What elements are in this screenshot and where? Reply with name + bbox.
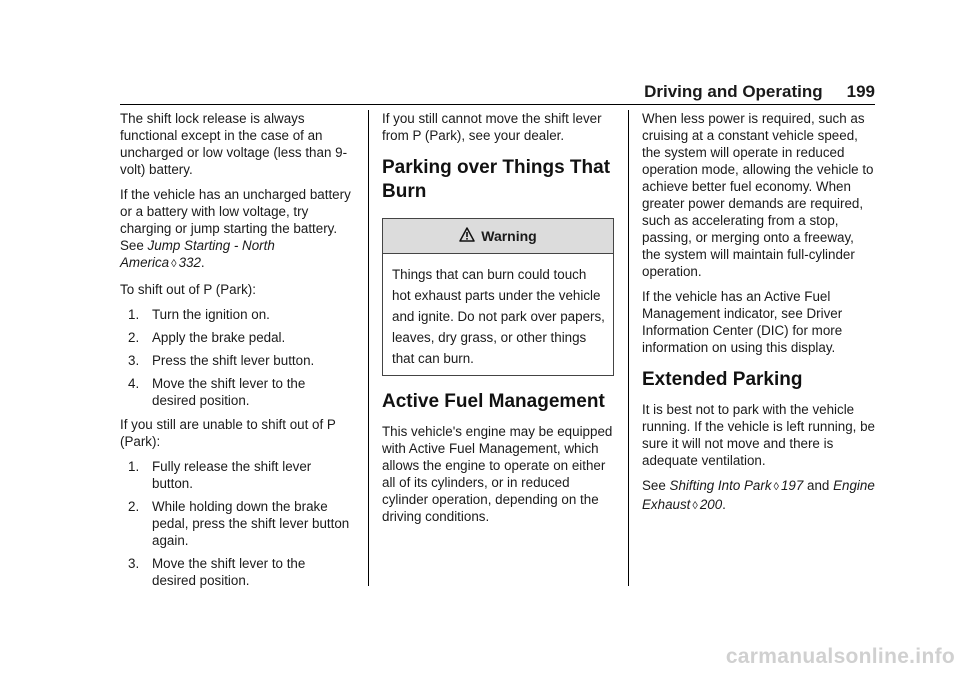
list-item: 3. Press the shift lever button. (128, 353, 315, 368)
column-1 (120, 110, 352, 596)
cross-reference-link[interactable]: Engine Exhaust ◊ 200 (642, 478, 875, 512)
paragraph: To shift out of P (Park): (120, 282, 256, 297)
header-rule (120, 104, 875, 105)
section-heading: Active Fuel Management (382, 391, 605, 412)
list-item: 3. Move the shift lever to the desired position. (128, 556, 306, 588)
column-3 (642, 110, 876, 523)
list-item: 2. Apply the brake pedal. (128, 330, 286, 345)
warning-triangle-icon (459, 227, 475, 246)
paragraph: This vehicle's engine may be equipped with Active Fuel Management, which allows the engine to operate on either all of its cylinders, or in reduced cylinder operation, depending on the driving conditions. (382, 424, 613, 524)
section-heading: Extended Parking (642, 369, 803, 390)
list-item: 1. Fully release the shift lever button. (128, 459, 312, 491)
paragraph: It is best not to park with the vehicle running. If the vehicle is left running, be sure it will not move and there is adequate ventilation. (642, 402, 875, 468)
steps-list (120, 458, 352, 589)
list-item: 2. While holding down the brake pedal, press the shift lever button again. (128, 499, 350, 548)
section-heading: Parking over Things That Burn (382, 157, 611, 202)
list-item: 1. Turn the ignition on. (128, 307, 270, 322)
column-divider (628, 110, 629, 586)
warning-box (382, 218, 614, 376)
section-title: Driving and Operating (644, 82, 823, 101)
paragraph: See Shifting Into Park ◊ 197 and Engine Exhaust ◊ 200. (642, 478, 875, 512)
page-number: 199 (846, 82, 875, 101)
paragraph: If the vehicle has an uncharged battery or a battery with low voltage, try charging or jump starting the battery. See Jump Starting - North America ◊ 332. (120, 187, 351, 270)
paragraph: If the vehicle has an Active Fuel Management indicator, see Driver Information Center (DIC) for more information on using this display. (642, 289, 843, 355)
column-2 (382, 110, 614, 533)
steps-list (120, 306, 352, 409)
warning-header (383, 219, 613, 254)
page-ref-icon: ◊ (773, 481, 779, 493)
paragraph: If you still cannot move the shift lever from P (Park), see your dealer. (382, 111, 602, 143)
paragraph: The shift lock release is always functional except in the case of an uncharged or low voltage (less than 9-volt) battery. (120, 111, 348, 177)
warning-title: Warning (481, 227, 537, 244)
cross-reference-link[interactable]: Shifting Into Park ◊ 197 (669, 478, 804, 493)
watermark: carmanualsonline.info (725, 645, 955, 668)
page-ref-icon: ◊ (692, 500, 698, 512)
paragraph: When less power is required, such as cruising at a constant vehicle speed, the system will operate in reduced operation mode, allowing the vehicle to achieve better fuel economy. When greater power demands are required, such as accelerating from a stop, passing, or merging onto a freeway, the system will maintain full-cylinder operation. (642, 111, 874, 279)
warning-text: Things that can burn could touch hot exhaust parts under the vehicle and ignite. Do not park over papers, leaves, dry grass, or other things that can burn. (392, 267, 605, 366)
page-ref-icon: ◊ (171, 258, 177, 270)
paragraph: If you still are unable to shift out of P (Park): (120, 417, 336, 449)
column-divider (368, 110, 369, 586)
list-item: 4. Move the shift lever to the desired position. (128, 376, 306, 408)
page-header (600, 82, 875, 106)
cross-reference-link[interactable]: Jump Starting - North America ◊ 332 (120, 238, 275, 270)
